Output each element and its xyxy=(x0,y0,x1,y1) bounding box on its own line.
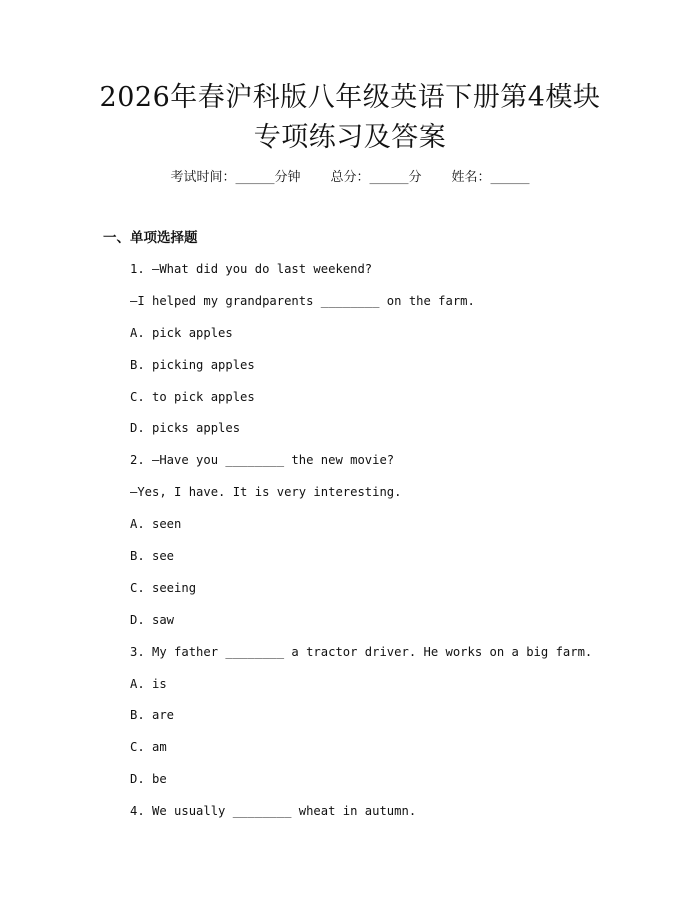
total-score-field: 总分：______分 xyxy=(330,170,422,185)
exam-time-field: 考试时间：______分钟 xyxy=(170,170,301,185)
question-4-stem: 4. We usually ________ wheat in autumn. xyxy=(130,804,417,819)
student-name-field: 姓名：______ xyxy=(451,170,530,185)
question-1-option-a: A. pick apples xyxy=(130,325,233,340)
question-1-option-c: C. to pick apples xyxy=(130,389,255,404)
question-list xyxy=(130,259,650,833)
question-2-option-a: A. seen xyxy=(130,517,182,532)
question-2-option-d: D. saw xyxy=(130,612,175,627)
question-3-option-a: A. is xyxy=(130,676,167,691)
question-3-stem: 3. My father ________ a tractor driver. He works on a big farm. xyxy=(130,644,593,659)
question-1-stem: 1. —What did you do last weekend? xyxy=(130,262,373,276)
section-title: 一、单项选择题 xyxy=(103,230,198,246)
question-3-option-c: C. am xyxy=(130,740,167,755)
question-3-option-d: D. be xyxy=(130,772,167,787)
document-title: 2026年春沪科版八年级英语下册第4模块专项练习及答案 xyxy=(99,82,601,153)
question-1-reply: —I helped my grandparents ________ on the farm. xyxy=(130,293,475,308)
question-2-option-c: C. seeing xyxy=(130,580,197,595)
question-2-option-b: B. see xyxy=(130,549,175,564)
question-1-option-b: B. picking apples xyxy=(130,357,255,372)
question-3-option-b: B. are xyxy=(130,708,175,723)
question-2-stem: 2. —Have you ________ the new movie? xyxy=(130,453,395,468)
question-2-reply: —Yes, I have. It is very interesting. xyxy=(130,485,402,500)
question-1-option-d: D. picks apples xyxy=(130,421,241,436)
exam-info xyxy=(0,168,700,188)
